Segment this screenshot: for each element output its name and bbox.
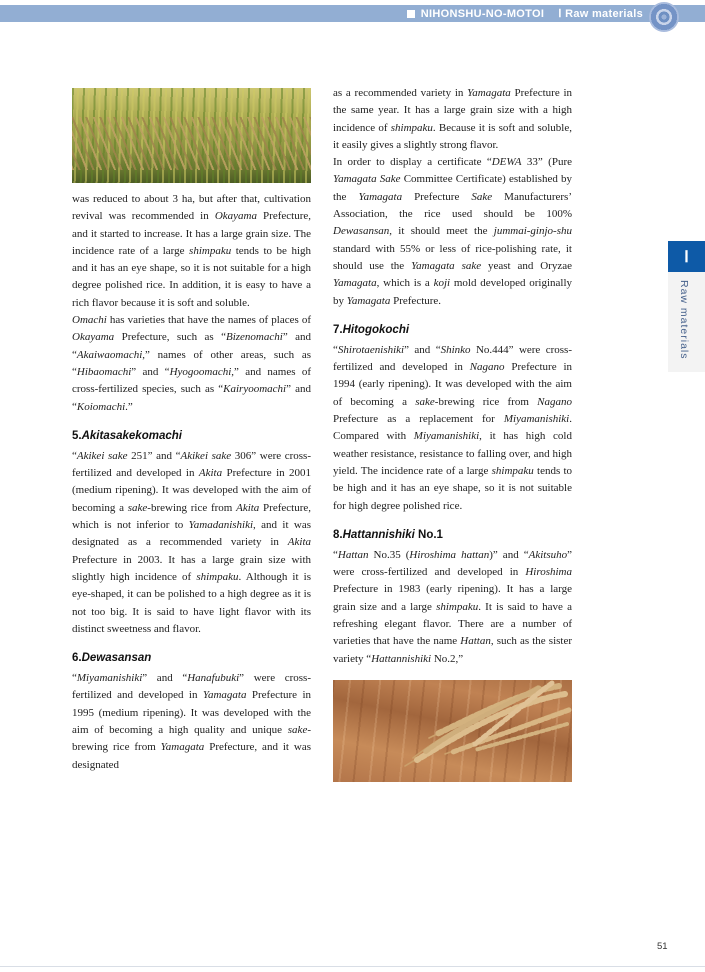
- paragraph-dewa33-certificate: In order to display a certificate “DEWA 33” (Pure Yamagata Sake Committee Certificate) established by the Yamagata Prefecture Sake Manufacturers’ Association, the rice used should be 100% Dewasansan, it should meet the jummai-ginjo-shu standard with 55% or less of rice-polishing rate, it should use the Yamagata sake yeast and Oryzae Yamagata, which is a koji mold developed originally by Yamagata Prefecture.: [333, 156, 572, 307]
- chapter-tab-numeral: Ⅰ: [668, 241, 705, 272]
- header-bar: [0, 5, 705, 22]
- right-column: [333, 85, 572, 782]
- section-heading-hitogokochi: 7.Hitogokochi: [333, 323, 410, 336]
- square-bullet-icon: [407, 10, 415, 18]
- header-title: NIHONSHU-NO-MOTOI: [420, 7, 545, 20]
- section-heading-akitasakekomachi: 5.Akitasakekomachi: [72, 429, 182, 442]
- paragraph-dewasansan: “Miyamanishiki” and “Hanafubuki” were cross-fertilized and developed in Yamagata Prefecture in 1995 (medium ripening). It was developed with the aim of becoming a high quality and unique sake-brewing rice from Yamagata Prefecture, and it was designated: [72, 672, 311, 771]
- paragraph-hitogokochi: “Shirotaenishiki” and “Shinko No.444” were cross-fertilized and developed in Nagano Prefecture in 1994 (early ripening). It was developed with the aim of becoming a sake-brewing rice from Nagano Prefecture as a replacement for Miyamanishiki. Compared with Miyamanishiki, it has high cold weather resistance, resistance to falling over, and high yield. The incidence rate of a large shimpaku tends to be high and it has an eye shape, so it is not suitable for high degree polished rice.: [333, 343, 573, 512]
- paragraph-omachi-varieties: Omachi has varieties that have the names of places of Okayama Prefecture, such as “Bizenomachi” and “Akaiwaomachi,” names of other areas, such as “Hibaomachi” and “Hyogoomachi,” and names of cross-fertilized species, such as “Kairyoomachi” and “Koiomachi.”: [72, 314, 311, 413]
- page-number: 51: [657, 941, 668, 952]
- target-rings-icon: [649, 2, 679, 32]
- rice-ears-illustration: [333, 680, 572, 782]
- paragraph-akitasakekomachi: “Akikei sake 251” and “Akikei sake 306” were cross-fertilized and developed in Akita Prefecture in 2001 (medium ripening). It was developed with the aim of becoming a sake-brewing rice from Akita Prefecture, which is not inferior to Yamadanishiki, and it was designated as a recommended variety in Akita Prefecture in 2003. It has a large grain size with slightly high incidence of shimpaku. Although it is eye-shaped, it can be polished to a high degree as it is not too big. It is said to have light flavor with its distinct sweetness and flavor.: [72, 449, 312, 635]
- header-section-label: Ⅰ Raw materials: [558, 8, 643, 20]
- rice-field-photo: [72, 88, 311, 183]
- rice-ears-on-wood-photo: [333, 680, 572, 782]
- bottom-edge-rule: [0, 966, 705, 967]
- section-heading-hattannishiki: 8.Hattannishiki No.1: [333, 528, 443, 541]
- paragraph-dewasansan-continuation: as a recommended variety in Yamagata Prefecture in the same year. It has a large grain size with a high incidence of shimpaku. Because it is soft and soluble, it easily gives a slightly strong flavor.: [333, 87, 572, 151]
- left-column: [72, 88, 311, 774]
- chapter-tab-label: Raw materials: [678, 280, 690, 360]
- section-heading-dewasansan: 6.Dewasansan: [72, 652, 152, 665]
- rice-field-ears-texture: [72, 117, 311, 170]
- paragraph-omachi-continuation: was reduced to about 3 ha, but after that, cultivation revival was recommended in Okayama Prefecture, and it started to increase. It has a large grain size. The incidence rate of a large shimpaku tends to be high and it has an eye shape, so it is not suitable for a high degree polished rice. In addition, it is easy to have a rich flavor because it is soft and soluble.: [72, 193, 311, 309]
- paragraph-hattannishiki: “Hattan No.35 (Hiroshima hattan)” and “Akitsuho” were cross-fertilized and developed in Hiroshima Prefecture in 1983 (early ripening). It has a large grain size and a large shimpaku. It is said to have a refreshing elegant flavor. There are a number of varieties that have the name Hattan, such as the sister variety “Hattannishiki No.2,”: [333, 548, 573, 665]
